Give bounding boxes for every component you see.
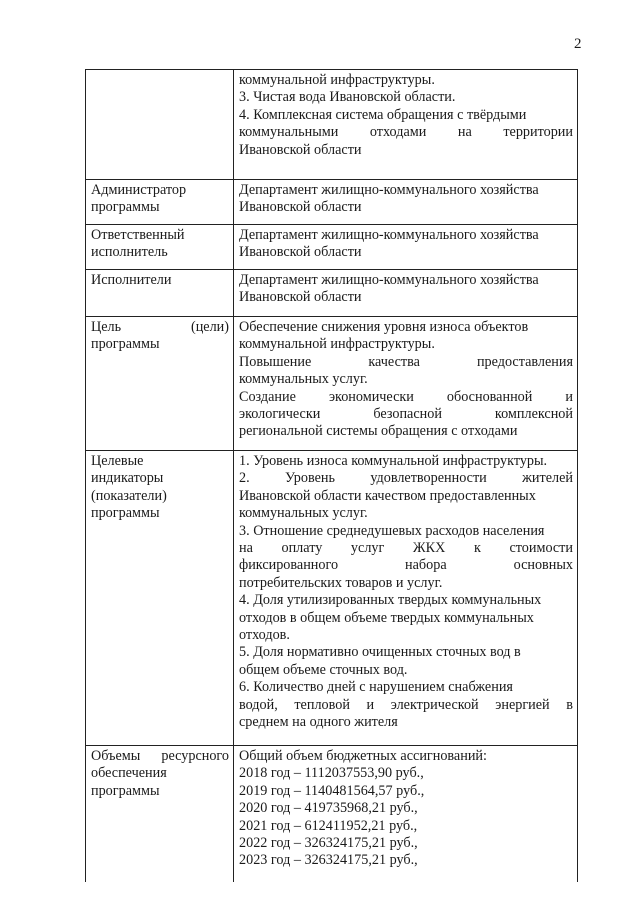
- text-line: Обеспечение снижения уровня износа объектов: [239, 319, 529, 335]
- text-line: отходов в общем объеме твердых коммунальных: [239, 609, 534, 626]
- word: электрической: [390, 696, 479, 713]
- word: оплату: [281, 540, 323, 557]
- table-cell-label: [86, 70, 234, 180]
- word: обоснованной: [446, 388, 533, 405]
- text-line: [239, 540, 573, 557]
- word: коммунальными: [239, 124, 339, 141]
- text-line: 4. Доля утилизированных твердых коммунальных: [239, 592, 542, 609]
- table-row: [86, 270, 578, 317]
- text-line: потребительских товаров и услуг.: [239, 574, 443, 591]
- text-line: обеспечения: [91, 765, 167, 782]
- text-line: 5. Доля нормативно очищенных сточных вод в: [239, 644, 521, 661]
- text-line: отходов.: [239, 627, 290, 644]
- word: услуг: [350, 540, 385, 557]
- word: и: [366, 696, 375, 713]
- text-line: 2020 год – 419735968,21 руб.,: [239, 800, 418, 817]
- table-cell-value: [234, 180, 578, 225]
- word: отходами: [369, 124, 427, 141]
- text-line: [239, 557, 573, 574]
- word: на: [457, 124, 472, 141]
- word: территории: [503, 124, 573, 141]
- text-line: коммунальных услуг.: [239, 505, 368, 522]
- table-cell-label: [86, 317, 234, 451]
- table-cell-value: [234, 270, 578, 317]
- text-line: Ивановской области: [239, 199, 362, 216]
- word: ЖКХ: [412, 540, 446, 557]
- text-line: 3. Отношение среднедушевых расходов населения: [239, 522, 545, 539]
- word: в: [566, 696, 573, 713]
- word: и: [565, 388, 573, 405]
- text-line: программы: [91, 505, 160, 522]
- table-cell-value: [234, 451, 578, 746]
- text-line: коммунальной инфраструктуры.: [239, 336, 435, 353]
- text-line: Целевые: [91, 453, 144, 469]
- table-row: [86, 225, 578, 270]
- text-line: Администратор: [91, 182, 187, 198]
- text-line: коммунальных услуг.: [239, 371, 368, 388]
- word: к: [473, 540, 481, 557]
- text-line: Ивановской области: [239, 244, 362, 261]
- text-line: [239, 389, 573, 406]
- text-line: общем объеме сточных вод.: [239, 661, 408, 678]
- text-line: среднем на одного жителя: [239, 714, 398, 731]
- text-line: 6. Количество дней с нарушением снабжения: [239, 679, 513, 696]
- word: Цель: [91, 319, 122, 335]
- table-row: [86, 317, 578, 451]
- text-line: Департамент жилищно-коммунального хозяйства: [239, 182, 539, 198]
- text-line: [91, 319, 229, 336]
- text-line: Общий объем бюджетных ассигнований:: [239, 748, 487, 764]
- text-line: коммунальной инфраструктуры.: [239, 72, 435, 88]
- word: стоимости: [509, 540, 573, 557]
- word: жителей: [522, 470, 573, 487]
- word: предоставления: [476, 353, 573, 370]
- page-number: 2: [574, 36, 582, 52]
- text-line: Ивановской области качеством предоставленных: [239, 487, 536, 504]
- word: тепловой: [294, 696, 350, 713]
- table-row: [86, 180, 578, 225]
- text-line: 2021 год – 612411952,21 руб.,: [239, 817, 418, 834]
- table-cell-label: [86, 451, 234, 746]
- word: на: [239, 540, 253, 557]
- word: 2.: [239, 470, 250, 487]
- word: экологически: [239, 406, 321, 423]
- table-row: [86, 451, 578, 746]
- text-line: Департамент жилищно-коммунального хозяйства: [239, 272, 539, 288]
- passport-table: [85, 69, 578, 882]
- word: основных: [513, 557, 573, 574]
- table-row: [86, 70, 578, 180]
- table-cell-label: [86, 180, 234, 225]
- text-line: 2019 год – 1140481564,57 руб.,: [239, 782, 425, 799]
- word: Повышение: [239, 353, 312, 370]
- text-line: программы: [91, 199, 160, 216]
- word: водой,: [239, 696, 278, 713]
- word: безопасной: [373, 406, 442, 423]
- table-row: [86, 746, 578, 882]
- word: Объемы: [91, 748, 141, 764]
- table-cell-value: [234, 746, 578, 882]
- text-line: [91, 748, 229, 765]
- text-line: Ответственный: [91, 227, 185, 243]
- word: удовлетворенности: [370, 470, 487, 487]
- word: Создание: [239, 388, 296, 405]
- word: качества: [368, 353, 420, 370]
- text-line: [239, 406, 573, 423]
- text-line: 2023 год – 326324175,21 руб.,: [239, 852, 418, 869]
- word: энергией: [495, 696, 550, 713]
- text-line: региональной системы обращения с отходами: [239, 423, 518, 440]
- word: экономически: [328, 388, 414, 405]
- text-line: Исполнители: [91, 272, 172, 288]
- text-line: 2018 год – 1112037553,90 руб.,: [239, 765, 424, 782]
- table-cell-value: [234, 225, 578, 270]
- text-line: (показатели): [91, 487, 167, 504]
- table-cell-label: [86, 270, 234, 317]
- text-line: 2022 год – 326324175,21 руб.,: [239, 835, 418, 852]
- word: Уровень: [285, 470, 335, 487]
- text-line: индикаторы: [91, 470, 164, 487]
- table-cell-label: [86, 225, 234, 270]
- table-cell-value: [234, 317, 578, 451]
- word: набора: [405, 557, 447, 574]
- text-line: исполнитель: [91, 244, 168, 261]
- table-cell-value: [234, 70, 578, 180]
- text-line: программы: [91, 336, 160, 353]
- text-line: Ивановской области: [239, 141, 362, 158]
- text-line: программы: [91, 782, 160, 799]
- word: фиксированного: [239, 557, 339, 574]
- word: ресурсного: [161, 748, 229, 764]
- text-line: [239, 124, 573, 141]
- text-line: 3. Чистая вода Ивановской области.: [239, 89, 456, 106]
- text-line: [239, 470, 573, 487]
- text-line: [239, 697, 573, 714]
- text-line: 4. Комплексная система обращения с твёрдыми: [239, 106, 527, 123]
- table-cell-label: [86, 746, 234, 882]
- word: комплексной: [494, 406, 573, 423]
- text-line: 1. Уровень износа коммунальной инфраструктуры.: [239, 453, 548, 469]
- word: (цели): [190, 319, 229, 335]
- text-line: Ивановской области: [239, 289, 362, 306]
- text-line: Департамент жилищно-коммунального хозяйства: [239, 227, 539, 243]
- text-line: [239, 354, 573, 371]
